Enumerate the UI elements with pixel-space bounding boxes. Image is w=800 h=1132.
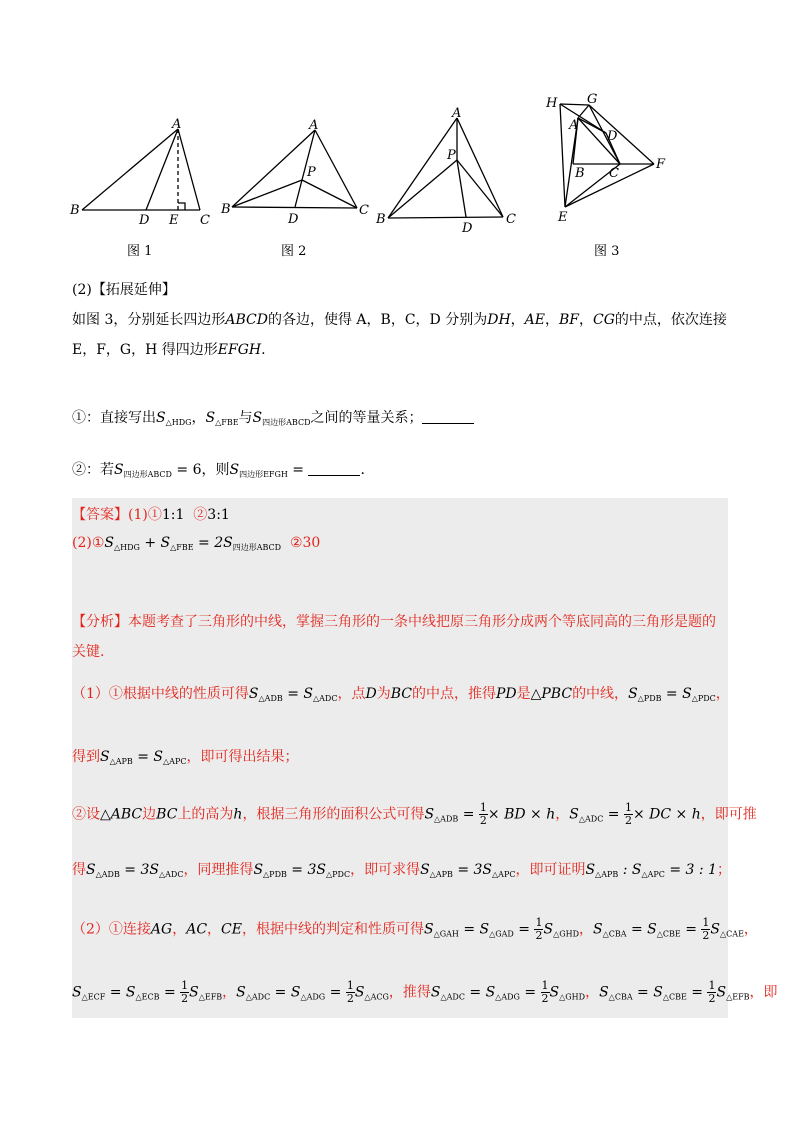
- text: 边: [142, 806, 157, 823]
- text: ，: [191, 410, 206, 426]
- fraction: [180, 980, 189, 1005]
- text: 与: [238, 410, 253, 426]
- text: ，: [207, 921, 222, 938]
- text: + S: [139, 535, 171, 551]
- fig3-label-h: H: [546, 96, 558, 111]
- area-symbol: S: [549, 984, 560, 1001]
- text: ，即可推: [700, 806, 757, 823]
- subscript: △ADC: [312, 694, 338, 703]
- fig2-label-a: A: [309, 118, 319, 133]
- subscript: △GAH: [433, 929, 459, 939]
- text: ，: [172, 921, 187, 938]
- text: ；: [716, 862, 731, 878]
- text: E，F，G，H 得四边形: [72, 342, 218, 358]
- area-symbol: S: [72, 984, 82, 1001]
- figure-3: [545, 92, 666, 225]
- numerator: 1: [479, 801, 487, 814]
- text: = S: [626, 921, 657, 938]
- area-symbol: S: [424, 806, 435, 823]
- fig3-side-da: [578, 118, 606, 133]
- text: 之间的等量关系；: [310, 410, 423, 426]
- fig2b-base-bc: [388, 217, 503, 218]
- area-symbol: S: [423, 921, 434, 938]
- area-symbol: S: [252, 410, 263, 426]
- question-1: [72, 408, 474, 433]
- text: ，: [715, 686, 730, 702]
- subscript: △ADG: [300, 992, 326, 1002]
- subscript: △ADB: [95, 870, 120, 879]
- analysis-p4: [72, 860, 731, 885]
- math: BC: [156, 806, 178, 823]
- fig1-side-ac: [178, 129, 200, 210]
- subscript: △ADB: [434, 814, 459, 824]
- text: = S: [661, 686, 692, 702]
- text: =: [603, 806, 624, 823]
- fig1-label-d: D: [139, 213, 150, 228]
- figure-1-caption: 图 1: [127, 244, 153, 259]
- text: ，即可求得: [350, 862, 421, 878]
- subscript: △CBE: [656, 929, 681, 939]
- area-symbol: S: [104, 535, 114, 551]
- answer-line-2: [72, 533, 320, 558]
- fig2-label-d: D: [288, 212, 299, 227]
- text: 的各边，使得 A，B，C，D 分别为: [267, 312, 488, 328]
- text: =: [159, 984, 181, 1001]
- math: BC: [390, 686, 412, 702]
- subscript: △ADC: [578, 814, 604, 824]
- text: =: [325, 984, 346, 1001]
- figure-2: [220, 118, 369, 227]
- text: 的中线，: [572, 686, 629, 702]
- text: 的中点，推得: [411, 686, 496, 702]
- subscript: △APB: [595, 870, 619, 879]
- subscript: 四边形ABCD: [123, 470, 172, 479]
- math: PD: [495, 686, 517, 702]
- fig3-side-eh: [560, 104, 565, 207]
- text: ②：若: [72, 462, 114, 478]
- text: (1)①: [128, 507, 162, 523]
- math: AG: [150, 921, 173, 938]
- text: （1）①根据中线的性质可得: [72, 686, 249, 702]
- subscript: △ADC: [158, 870, 184, 879]
- text: = 2S: [193, 535, 233, 551]
- subscript: 四边形ABCD: [262, 418, 311, 427]
- text: 得: [72, 862, 86, 878]
- subscript: △PDC: [326, 870, 351, 879]
- subscript: △EFB: [198, 992, 223, 1002]
- fig1-median-ad: [146, 129, 178, 210]
- subscript: △GHD: [553, 929, 580, 939]
- text: = 3S: [452, 862, 493, 878]
- question-2: [72, 460, 365, 485]
- text: 为: [376, 686, 391, 702]
- fig2-segment-pd: [295, 180, 302, 207]
- numerator: 1: [624, 801, 632, 814]
- math-cg: CG: [593, 312, 615, 328]
- fig3-label-a: A: [569, 118, 579, 133]
- area-symbol: S: [114, 462, 124, 478]
- text: ②: [193, 507, 208, 523]
- fig2b-label-b: B: [376, 212, 386, 227]
- subscript: △PDB: [263, 870, 287, 879]
- subscript: △ECB: [135, 992, 160, 1002]
- analysis-tag: 【分析】: [72, 614, 128, 630]
- text: = S: [632, 984, 663, 1001]
- area-symbol: S: [420, 862, 430, 878]
- fig2-label-b: B: [221, 202, 231, 217]
- numerator: 1: [346, 979, 354, 992]
- fig3-label-f: F: [656, 157, 666, 172]
- fig2-label-c: C: [359, 203, 369, 218]
- text: ，: [555, 806, 570, 823]
- figure-2b: [375, 106, 516, 236]
- subscript: △ACG: [364, 992, 389, 1002]
- text: 上的高为: [177, 806, 234, 823]
- text: = 3S: [119, 862, 159, 878]
- fig3-label-c: C: [609, 166, 619, 181]
- fig2b-label-a: A: [452, 106, 462, 121]
- analysis-p1: [72, 684, 730, 709]
- figure-1: [69, 117, 210, 228]
- fig3-label-g: G: [587, 92, 598, 107]
- fig2-side-ab: [232, 130, 315, 207]
- numerator: 1: [541, 979, 549, 992]
- numerator: 1: [702, 916, 710, 929]
- analysis-p3: [72, 802, 757, 830]
- fraction: [541, 980, 550, 1005]
- area-symbol: S: [569, 806, 579, 823]
- subscript: △HDG: [113, 543, 140, 552]
- subscript: △CBA: [602, 929, 627, 939]
- subscript: △APB: [109, 757, 133, 766]
- subscript: △APC: [163, 757, 187, 766]
- subscript: △CBE: [662, 992, 687, 1002]
- subscript: 四边形ABCD: [232, 543, 282, 552]
- fig1-label-c: C: [200, 213, 210, 228]
- denominator: 2: [535, 929, 543, 942]
- analysis-intro-2: 关键.: [72, 644, 105, 660]
- text: ，同理推得: [183, 862, 254, 878]
- text: =: [287, 462, 305, 478]
- problem-line-1: [72, 310, 727, 330]
- text: (2)①: [72, 535, 105, 551]
- text: ，: [579, 921, 594, 938]
- fig1-label-b: B: [70, 203, 80, 218]
- figure-2-caption: 图 2: [281, 244, 307, 259]
- fig2b-label-p: P: [447, 148, 456, 163]
- subscript: △ADC: [245, 992, 271, 1002]
- text: 得到: [72, 749, 100, 765]
- text: ，根据中线的判定和性质可得: [241, 921, 424, 938]
- subscript: △GAD: [489, 929, 514, 939]
- answer-value: ②30: [289, 535, 321, 551]
- text: （2）①连接: [72, 921, 151, 938]
- text: = S: [458, 921, 490, 938]
- text: =: [513, 921, 535, 938]
- fig1-label-a: A: [172, 117, 182, 132]
- subscript: △ECF: [81, 992, 106, 1002]
- area-symbol: S: [100, 749, 110, 765]
- subscript: △ADC: [440, 992, 465, 1002]
- fig1-side-ab: [82, 129, 178, 210]
- answer-line-1: [72, 505, 230, 525]
- fig3-side-hg: [560, 104, 589, 105]
- subscript: △PDC: [691, 694, 716, 703]
- text: ，: [585, 984, 600, 1001]
- text: × DC × h: [632, 806, 701, 823]
- text: ，即可证明: [515, 862, 586, 878]
- problem-line-2: [72, 340, 266, 360]
- text: = S: [464, 984, 496, 1001]
- area-symbol: S: [229, 462, 240, 478]
- analysis-p5: [72, 917, 758, 945]
- area-symbol: S: [156, 410, 166, 426]
- fig2b-label-d: D: [462, 221, 473, 236]
- text: ，根据三角形的面积公式可得: [242, 806, 425, 823]
- denominator: 2: [708, 992, 716, 1005]
- fig2b-label-c: C: [506, 212, 516, 227]
- area-symbol: S: [716, 984, 727, 1001]
- analysis-p6: [72, 980, 778, 1008]
- answer-value: 1:1: [161, 507, 185, 523]
- answer-blank: [308, 461, 360, 476]
- fraction: [624, 802, 633, 827]
- math-bf: BF: [559, 312, 580, 328]
- denominator: 2: [541, 992, 549, 1005]
- text: .: [360, 462, 365, 478]
- answer-blank: [422, 409, 474, 424]
- denominator: 2: [702, 929, 710, 942]
- section-heading: (2)【拓展延伸】: [72, 282, 176, 298]
- text: = S: [105, 984, 136, 1001]
- fig2-side-ac: [315, 130, 357, 208]
- fig2-label-p: P: [307, 165, 316, 180]
- text: 的中点，依次连接: [614, 312, 727, 328]
- area-symbol: S: [236, 984, 246, 1001]
- subscript: △FBE: [170, 543, 194, 552]
- area-symbol: S: [354, 984, 365, 1001]
- math: h: [233, 806, 243, 823]
- fig3-label-e: E: [558, 210, 568, 225]
- subscript: △PDB: [637, 694, 662, 703]
- answer-tag: 【答案】: [72, 507, 128, 523]
- subscript: △HDG: [165, 418, 192, 427]
- subscript: △EFB: [726, 992, 750, 1002]
- area-symbol: S: [205, 410, 216, 426]
- text: = S: [132, 749, 164, 765]
- text: = 3 : 1: [664, 862, 717, 878]
- area-symbol: S: [599, 984, 609, 1001]
- subscript: △ADB: [258, 694, 283, 703]
- text: ，: [510, 312, 525, 328]
- text: = S: [282, 686, 313, 702]
- figures-diagram: [0, 0, 800, 260]
- area-symbol: S: [253, 862, 264, 878]
- area-symbol: S: [248, 686, 259, 702]
- math: △ABC: [100, 806, 143, 823]
- math: CE: [221, 921, 242, 938]
- area-symbol: S: [585, 862, 596, 878]
- subscript: △GHD: [559, 992, 586, 1002]
- text: ，即: [749, 984, 778, 1001]
- fig1-right-angle-mark: [178, 203, 185, 210]
- fig1-label-e: E: [169, 213, 179, 228]
- numerator: 1: [181, 979, 189, 992]
- analysis-intro-1: [72, 612, 716, 632]
- text: ，: [743, 921, 758, 938]
- fraction: [346, 980, 355, 1005]
- area-symbol: S: [86, 862, 96, 878]
- subscript: △FBE: [215, 418, 239, 427]
- numerator: 1: [708, 979, 716, 992]
- math-ae: AE: [524, 312, 545, 328]
- text: ，即可得出结果；: [186, 749, 299, 765]
- text: : S: [618, 862, 642, 878]
- text: ，推得: [388, 984, 431, 1001]
- subscript: △APC: [492, 870, 516, 879]
- math: D: [365, 686, 377, 702]
- text: ，则: [201, 462, 230, 478]
- text: =: [458, 806, 479, 823]
- math: △PBC: [530, 686, 573, 702]
- area-symbol: S: [430, 984, 441, 1001]
- text: × BD × h: [487, 806, 556, 823]
- fig3-side-gf: [589, 105, 654, 164]
- math-abcd: ABCD: [225, 312, 268, 328]
- subscript: △APC: [641, 870, 665, 879]
- answer-value: 3:1: [207, 507, 230, 523]
- area-symbol: S: [710, 921, 721, 938]
- text: = 6: [171, 462, 202, 478]
- text: 是: [516, 686, 531, 702]
- analysis-p2: [72, 747, 298, 772]
- math-dh: DH: [487, 312, 511, 328]
- subscript: △CAE: [720, 929, 744, 939]
- subscript: △CBA: [608, 992, 633, 1002]
- denominator: 2: [479, 814, 487, 827]
- subscript: △ADG: [495, 992, 520, 1002]
- text: 如图 3，分别延长四边形: [72, 312, 226, 328]
- text: = S: [270, 984, 301, 1001]
- area-symbol: S: [189, 984, 199, 1001]
- fig2-base-bc: [232, 207, 357, 208]
- text: =: [686, 984, 708, 1001]
- text: 本题考查了三角形的中线，掌握三角形的一条中线把原三角形分成两个等底同高的三角形是题的: [128, 614, 716, 630]
- math: AC: [186, 921, 208, 938]
- fig2-segment-pb: [232, 180, 302, 207]
- area-symbol: S: [593, 921, 603, 938]
- text: ①：直接写出: [72, 410, 156, 426]
- denominator: 2: [346, 992, 354, 1005]
- text: ，: [222, 984, 237, 1001]
- math-efgh: EFGH: [217, 342, 262, 358]
- text: ②设: [72, 806, 100, 823]
- fraction: [479, 802, 488, 827]
- text: ，点: [337, 686, 366, 702]
- subscript: △APB: [429, 870, 453, 879]
- text: .: [261, 342, 266, 358]
- subscript: 四边形EFGH: [239, 470, 288, 479]
- figure-3-caption: 图 3: [594, 244, 620, 259]
- numerator: 1: [535, 916, 543, 929]
- text: = 3S: [286, 862, 326, 878]
- denominator: 2: [624, 814, 632, 827]
- area-symbol: S: [543, 921, 554, 938]
- denominator: 2: [181, 992, 189, 1005]
- text: =: [680, 921, 702, 938]
- text: =: [519, 984, 541, 1001]
- text: ，: [579, 312, 594, 328]
- fig3-label-b: B: [575, 166, 585, 181]
- text: ，: [545, 312, 559, 328]
- fig3-label-d: D: [607, 129, 618, 144]
- area-symbol: S: [628, 686, 638, 702]
